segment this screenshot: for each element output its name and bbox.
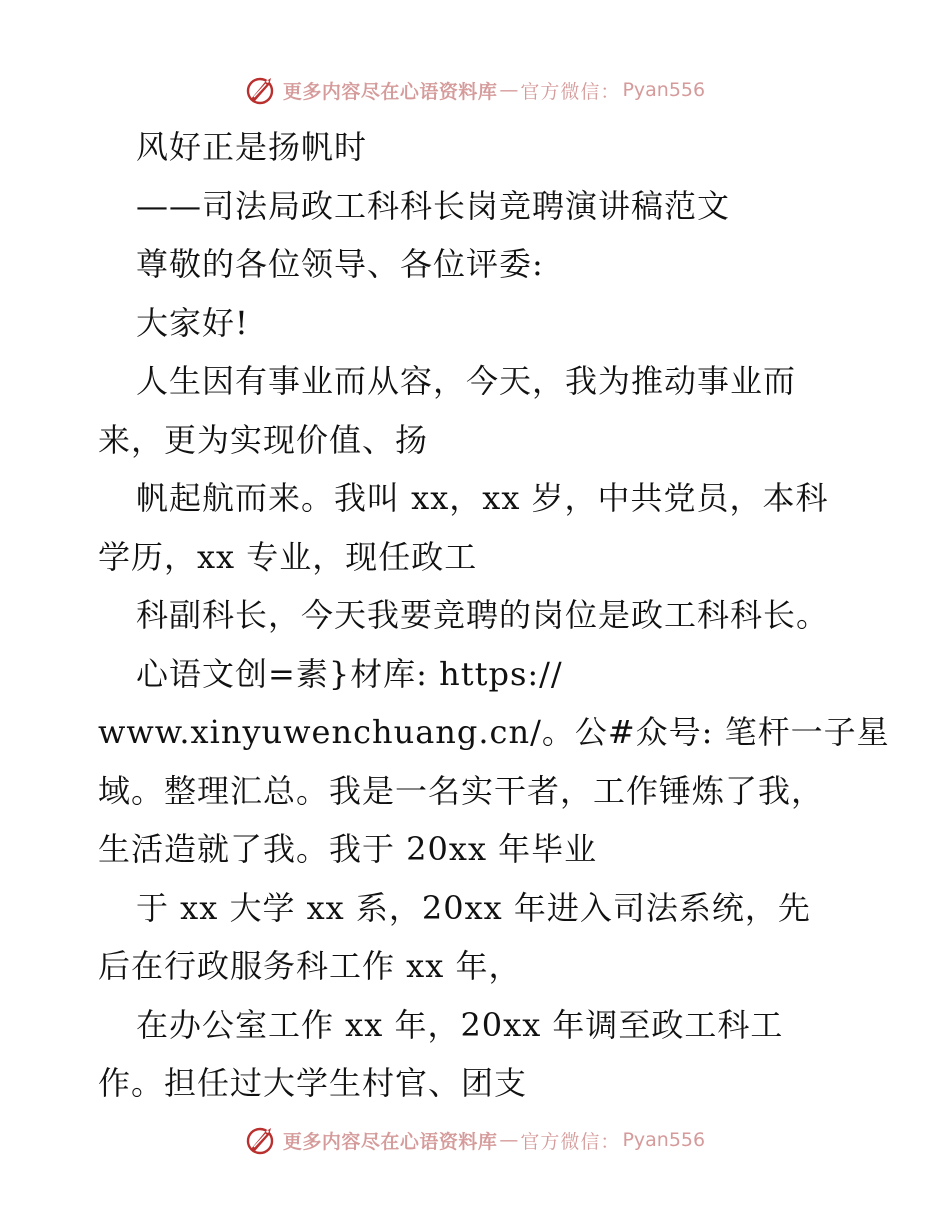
doc-line: 来，更为实现价值、扬: [98, 420, 429, 459]
doc-line: 心语文创=素}材库: https://: [136, 654, 563, 693]
banner-dash: —: [499, 1129, 519, 1151]
doc-greeting: 大家好!: [136, 303, 249, 342]
doc-line: 后在行政服务科工作 xx 年，: [98, 947, 522, 985]
pen-logo-icon: [245, 1124, 277, 1156]
banner-wechat-label: 官方微信：: [520, 1130, 621, 1153]
banner-wechat-id: Pyan556: [622, 1129, 706, 1151]
banner-wechat-id: Pyan556: [622, 79, 706, 101]
doc-line: www.xinyuwenchuang.cn/。公#众号: 笔杆一子星: [98, 713, 890, 751]
doc-subtitle: ——司法局政工科科长岗竞聘演讲稿范文: [136, 186, 731, 225]
doc-line: 在办公室工作 xx 年，20xx 年调至政工科工: [136, 1005, 784, 1044]
doc-line: 人生因有事业而从容，今天，我为推动事业而: [136, 362, 797, 400]
doc-salutation: 尊敬的各位领导、各位评委:: [136, 245, 544, 283]
doc-line: 作。担任过大学生村官、团支: [98, 1064, 528, 1102]
pen-logo-icon: [245, 74, 277, 106]
banner-wechat-label: 官方微信：: [520, 80, 621, 103]
doc-line: 学历，xx 专业，现任政工: [98, 537, 478, 576]
banner-main-text: 更多内容尽在心语资料库: [282, 1130, 498, 1153]
footer-banner: [0, 1120, 950, 1160]
banner-main-text: 更多内容尽在心语资料库: [282, 80, 498, 103]
banner-dash: —: [499, 79, 519, 101]
doc-line: 帆起航而来。我叫 xx，xx 岁，中共党员，本科: [136, 479, 829, 517]
header-banner: [0, 70, 950, 110]
document-body: [98, 118, 890, 1113]
doc-line: 生活造就了我。我于 20xx 年毕业: [98, 830, 598, 868]
doc-line: 于 xx 大学 xx 系，20xx 年进入司法系统，先: [136, 888, 811, 927]
doc-line: 科副科长，今天我要竞聘的岗位是政工科科长。: [136, 596, 830, 634]
doc-line: 域。整理汇总。我是一名实干者，工作锤炼了我，: [98, 771, 825, 810]
doc-title: 风好正是扬帆时: [136, 128, 368, 166]
